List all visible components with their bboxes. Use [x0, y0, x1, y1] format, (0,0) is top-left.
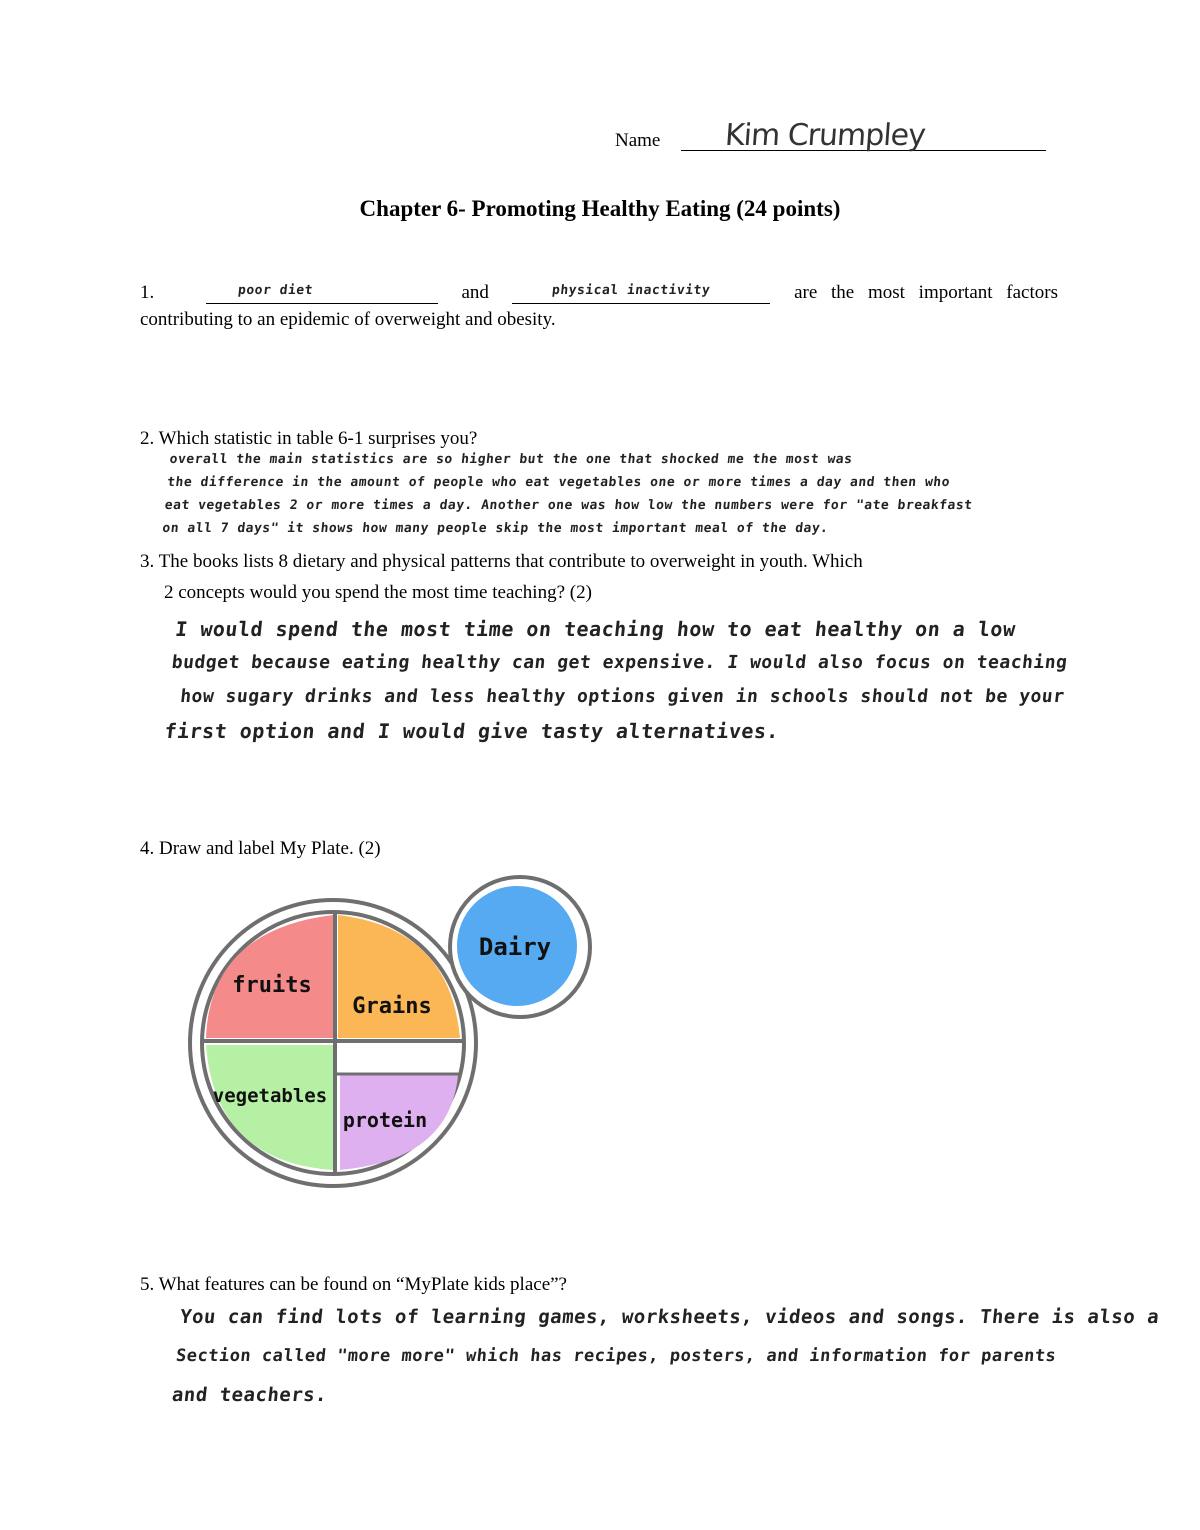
q3-answer	[163, 612, 1187, 748]
question-5: 5. What features can be found on “MyPlate kids place”?	[140, 1274, 567, 1295]
dairy-label: Dairy	[478, 933, 552, 961]
grains-label: Grains	[352, 994, 432, 1019]
myplate-drawing	[180, 870, 610, 1210]
q2-answer	[161, 448, 1181, 540]
q3-answer-line: I would spend the most time on teaching how to eat healthy on a low	[174, 617, 1017, 641]
grains-section	[338, 915, 460, 1038]
page-title: Chapter 6- Promoting Healthy Eating (24 points)	[359, 196, 841, 221]
q1-answer1-field[interactable]	[206, 281, 438, 304]
q1-tail: are the most important factors	[794, 282, 1058, 303]
vegetables-label: vegetables	[212, 1085, 328, 1107]
q2-answer-line: the difference in the amount of people who eat vegetables one or more times a day and then who	[166, 475, 951, 490]
question-4: 4. Draw and label My Plate. (2)	[140, 838, 381, 859]
q1-answer1: poor diet	[237, 283, 314, 298]
q5-answer-line: You can find lots of learning games, worksheets, videos and songs. There is also a	[178, 1306, 1161, 1328]
name-label: Name	[615, 130, 661, 151]
name-value: Kim Crumpley	[723, 118, 927, 153]
q1-answer2: physical inactivity	[551, 283, 712, 298]
question-2: 2. Which statistic in table 6-1 surprises you?	[140, 428, 478, 449]
q5-answer	[170, 1298, 1182, 1415]
q3-answer-line: first option and I would give tasty alternatives.	[163, 719, 781, 743]
protein-label: protein	[342, 1108, 428, 1132]
q2-answer-line: overall the main statistics are so higher but the one that shocked me the most was	[168, 452, 854, 467]
q1-line2: contributing to an epidemic of overweight and obesity.	[140, 309, 556, 330]
question-3-line1: 3. The books lists 8 dietary and physical patterns that contribute to overweight in youth. Which	[140, 551, 863, 572]
q5-answer-line: Section called "more more" which has recipes, posters, and information for parents	[175, 1346, 1058, 1366]
q3-answer-line: budget because eating healthy can get expensive. I would also focus on teaching	[170, 652, 1069, 673]
question-1	[140, 281, 1058, 304]
fruits-label: fruits	[232, 973, 312, 998]
q2-answer-line: eat vegetables 2 or more times a day. Another one was how low the numbers were for "ate breakfast	[164, 498, 974, 513]
q3-answer-line: how sugary drinks and less healthy options given in schools should not be your	[179, 686, 1066, 707]
q1-number: 1.	[140, 282, 155, 303]
q1-answer2-field[interactable]	[512, 281, 770, 304]
q2-answer-line: on all 7 days" it shows how many people skip the most important meal of the day.	[161, 521, 830, 536]
q5-answer-line: and teachers.	[170, 1384, 329, 1406]
q1-and: and	[461, 282, 489, 303]
vegetables-section	[206, 1045, 333, 1170]
question-3-line2: 2 concepts would you spend the most time teaching? (2)	[164, 582, 592, 603]
